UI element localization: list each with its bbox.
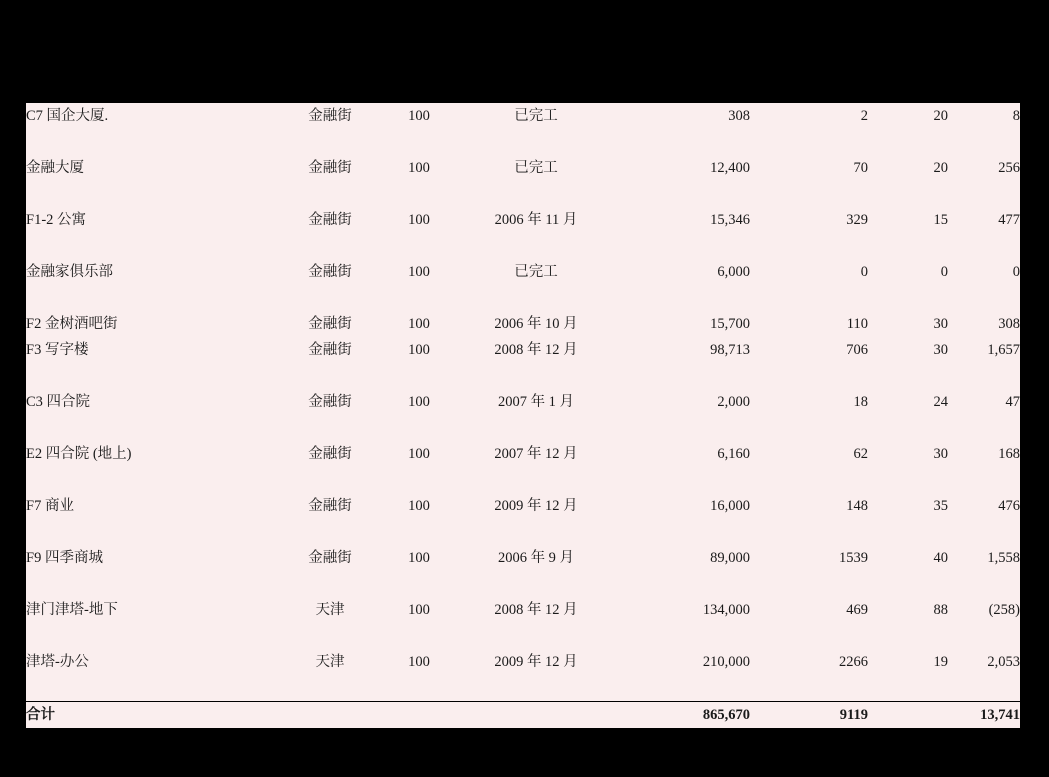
table-row-spacer [26,519,1020,545]
cell-area: 金融街 [308,212,352,228]
cell-project-name: 金融大厦 [26,160,84,176]
total-label: 合计 [26,702,278,729]
table-row [26,545,1020,571]
cell-value: 476 [998,498,1020,514]
cell-completion: 2008 年 12 月 [494,602,578,618]
cell-value: (258) [988,602,1020,618]
total-progress-pct [868,702,948,729]
table-row-spacer [26,181,1020,207]
cell-area: 金融街 [308,498,352,514]
cell-project-name: F3 写字楼 [26,342,89,358]
cell-area: 天津 [315,654,345,670]
cell-cost: 18 [853,394,868,410]
cell-project-name: F1-2 公寓 [26,212,87,228]
cell-gfa: 89,000 [710,550,750,566]
cell-gfa: 98,713 [710,342,750,358]
spacer-cell [26,519,1020,545]
cell-area: 金融街 [308,108,352,124]
cell-stake-pct: 100 [408,498,430,514]
cell-value: 168 [998,446,1020,462]
cell-progress-pct: 20 [933,108,948,124]
table-row [26,597,1020,623]
cell-progress-pct: 35 [933,498,948,514]
cell-project-name: 津门津塔-地下 [26,602,118,618]
table-row [26,259,1020,285]
cell-progress-pct: 24 [933,394,948,410]
cell-stake-pct: 100 [408,654,430,670]
cell-value: 47 [1005,394,1020,410]
cell-cost: 329 [846,212,868,228]
cell-cost: 0 [860,264,868,280]
table-row-spacer [26,623,1020,649]
total-value: 13,741 [948,702,1020,729]
spacer-cell [26,415,1020,441]
cell-cost: 148 [846,498,868,514]
cell-progress-pct: 20 [933,160,948,176]
cell-cost: 706 [846,342,868,358]
cell-cost: 1539 [839,550,868,566]
table-row [26,207,1020,233]
cell-completion: 已完工 [514,160,558,176]
cell-stake-pct: 100 [408,108,430,124]
cell-area: 金融街 [308,316,352,332]
cell-completion: 2007 年 12 月 [494,446,578,462]
cell-area: 天津 [315,602,345,618]
table-row [26,389,1020,415]
table-row-spacer [26,675,1020,702]
cell-progress-pct: 40 [933,550,948,566]
table-row [26,493,1020,519]
cell-progress-pct: 88 [933,602,948,618]
spacer-cell [26,233,1020,259]
project-table-body [26,103,1020,728]
cell-completion: 2008 年 12 月 [494,342,578,358]
cell-completion: 2009 年 12 月 [494,498,578,514]
spacer-cell [26,623,1020,649]
cell-progress-pct: 30 [933,446,948,462]
cell-area: 金融街 [308,394,352,410]
table-row [26,103,1020,129]
cell-cost: 2 [860,108,868,124]
cell-project-name: C3 四合院 [26,394,91,410]
table-row-spacer [26,467,1020,493]
cell-progress-pct: 15 [933,212,948,228]
table-row [26,337,1020,363]
cell-stake-pct: 100 [408,316,430,332]
cell-progress-pct: 19 [933,654,948,670]
cell-value: 256 [998,160,1020,176]
cell-stake-pct: 100 [408,342,430,358]
table-row-total [26,702,1020,729]
table-row-spacer [26,233,1020,259]
cell-area: 金融街 [308,550,352,566]
spacer-cell [26,363,1020,389]
cell-value: 0 [1012,264,1020,280]
cell-project-name: C7 国企大厦. [26,108,109,124]
cell-progress-pct: 0 [940,264,948,280]
cell-gfa: 308 [728,108,750,124]
table-row [26,311,1020,337]
cell-completion: 2006 年 9 月 [497,550,575,566]
cell-completion: 2006 年 11 月 [494,212,578,228]
table-row-spacer [26,363,1020,389]
cell-completion: 2007 年 1 月 [497,394,575,410]
table-row [26,155,1020,181]
total-area [278,702,382,729]
cell-gfa: 16,000 [710,498,750,514]
cell-stake-pct: 100 [408,160,430,176]
total-gfa: 865,670 [616,702,750,729]
cell-value: 2,053 [987,654,1020,670]
table-row-spacer [26,415,1020,441]
cell-stake-pct: 100 [408,264,430,280]
cell-stake-pct: 100 [408,394,430,410]
cell-gfa: 6,000 [717,264,750,280]
cell-completion: 已完工 [514,264,558,280]
cell-project-name: F9 四季商城 [26,550,103,566]
cell-value: 477 [998,212,1020,228]
cell-value: 308 [998,316,1020,332]
table-row-spacer [26,129,1020,155]
cell-progress-pct: 30 [933,316,948,332]
spacer-cell [26,675,1020,702]
cell-area: 金融街 [308,160,352,176]
cell-completion: 已完工 [514,108,558,124]
cell-stake-pct: 100 [408,446,430,462]
project-table [26,103,1020,728]
cell-project-name: F2 金树酒吧街 [26,316,118,332]
cell-gfa: 2,000 [717,394,750,410]
cell-area: 金融街 [308,342,352,358]
cell-cost: 70 [853,160,868,176]
spacer-cell [26,181,1020,207]
cell-area: 金融街 [308,446,352,462]
cell-gfa: 15,346 [710,212,750,228]
spacer-cell [26,467,1020,493]
spacer-cell [26,285,1020,311]
cell-cost: 469 [846,602,868,618]
table-row [26,441,1020,467]
cell-gfa: 12,400 [710,160,750,176]
cell-cost: 2266 [839,654,868,670]
cell-project-name: F7 商业 [26,498,74,514]
cell-completion: 2009 年 12 月 [494,654,578,670]
total-stake-pct [382,702,456,729]
total-completion [456,702,616,729]
spacer-cell [26,129,1020,155]
cell-gfa: 134,000 [702,602,750,618]
cell-value: 1,558 [987,550,1020,566]
spacer-cell [26,571,1020,597]
table-row-spacer [26,285,1020,311]
cell-project-name: E2 四合院 (地上) [26,446,132,462]
cell-stake-pct: 100 [408,212,430,228]
total-cost: 9119 [750,702,868,729]
cell-gfa: 210,000 [702,654,750,670]
cell-gfa: 15,700 [710,316,750,332]
cell-cost: 62 [853,446,868,462]
cell-project-name: 津塔-办公 [26,654,89,670]
cell-progress-pct: 30 [933,342,948,358]
cell-value: 1,657 [987,342,1020,358]
table-row [26,649,1020,675]
cell-stake-pct: 100 [408,550,430,566]
cell-project-name: 金融家俱乐部 [26,264,113,280]
cell-area: 金融街 [308,264,352,280]
cell-completion: 2006 年 10 月 [494,316,578,332]
financial-table-sheet [26,103,1020,728]
cell-gfa: 6,160 [717,446,750,462]
cell-cost: 110 [846,316,868,332]
cell-stake-pct: 100 [408,602,430,618]
cell-value: 8 [1012,108,1020,124]
table-row-spacer [26,571,1020,597]
